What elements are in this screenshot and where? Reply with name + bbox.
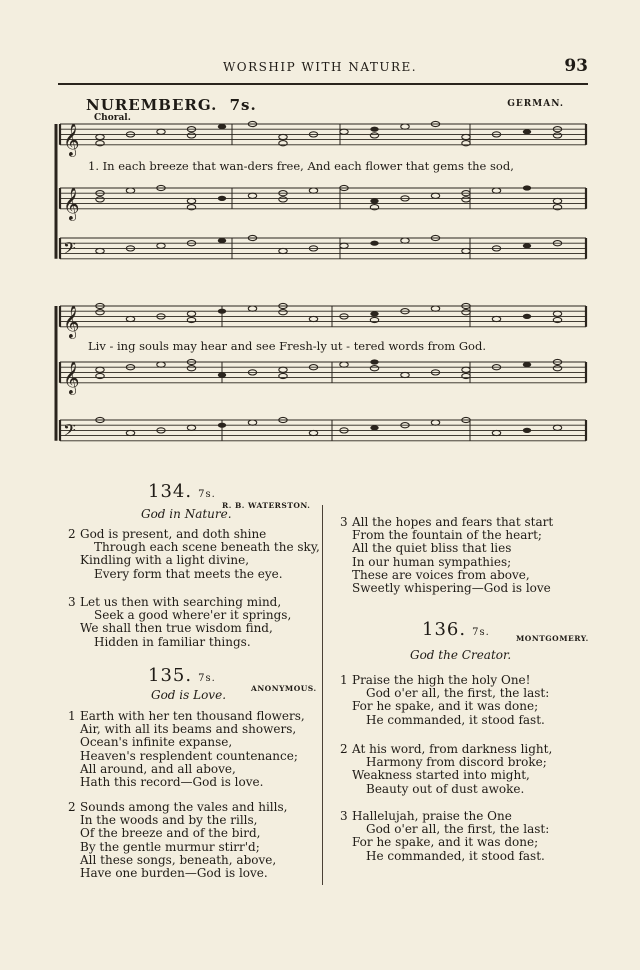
column-divider — [322, 505, 323, 885]
verse-number: 1 — [340, 673, 348, 687]
hymn-135-verse-2 — [68, 800, 288, 881]
verse-line: Of the breeze and of the bird, — [80, 826, 261, 841]
hymn-number: 135. — [148, 665, 193, 686]
svg-text:𝄢: 𝄢 — [63, 419, 76, 444]
verse-line: In our human sympathies; — [352, 554, 512, 569]
running-title: WORSHIP WITH NATURE. — [222, 60, 418, 74]
verse-line: God is present, and doth shine — [80, 527, 267, 541]
hymn-134-heading — [148, 481, 216, 502]
hymn-subtitle: God in Nature. — [141, 507, 232, 521]
verse-line: Beauty out of dust awoke. — [366, 781, 525, 796]
verse-line: God o'er all, the first, the last: — [366, 822, 550, 837]
verse-line: All the quiet bliss that lies — [352, 541, 512, 556]
hymn-author: MONTGOMERY. — [516, 634, 589, 643]
verse-number: 2 — [340, 742, 348, 756]
verse-line: Hidden in familiar things. — [94, 634, 251, 649]
hymn-meter: 7s. — [198, 673, 216, 684]
svg-text:𝄞: 𝄞 — [63, 186, 80, 220]
hymn-135-verse-1 — [68, 709, 305, 790]
verse-line: From the fountain of the heart; — [352, 528, 542, 543]
verse-line: At his word, from darkness light, — [352, 742, 553, 756]
svg-text:𝄞: 𝄞 — [63, 360, 80, 394]
verse-line: By the gentle murmur stirr'd; — [80, 839, 260, 854]
verse-line: God o'er all, the first, the last: — [366, 686, 550, 701]
verse-number: 3 — [68, 595, 76, 609]
hymn-134-verse-3 — [68, 595, 292, 649]
lyrics-line-1: 1. In each breeze that wan-ders free, And each flower that gems the sod, — [88, 159, 514, 173]
verse-line: Sweetly whispering—God is love — [352, 581, 551, 596]
hymn-subtitle: God the Creator. — [410, 648, 512, 662]
verse-line: Harmony from discord broke; — [366, 755, 547, 770]
verse-number: 1 — [68, 709, 76, 723]
verse-line: Earth with her ten thousand flowers, — [80, 709, 305, 723]
tempo-marking: Choral. — [94, 113, 131, 123]
verse-line: Heaven's resplendent countenance; — [80, 748, 298, 763]
hymn-author: R. B. WATERSTON. — [222, 501, 311, 510]
hymn-136-verse-1 — [340, 673, 550, 727]
verse-line: In the woods and by the rills, — [80, 813, 258, 828]
verse-line: All these songs, beneath, above, — [80, 852, 277, 867]
svg-text:𝄞: 𝄞 — [63, 122, 80, 156]
verse-line: Let us then with searching mind, — [80, 595, 282, 609]
verse-line: Praise the high the holy One! — [352, 673, 531, 687]
verse-line: We shall then true wisdom find, — [80, 621, 273, 636]
hymn-author: ANONYMOUS. — [251, 684, 317, 693]
hymn-meter: 7s. — [198, 489, 216, 500]
verse-line: Hallelujah, praise the One — [352, 809, 512, 823]
verse-line: For he spake, and it was done; — [352, 699, 539, 714]
music-score — [0, 0, 640, 460]
svg-text:𝄞: 𝄞 — [63, 304, 80, 338]
hymn-135-verse-3 — [340, 515, 554, 596]
verse-line: Air, with all its beams and showers, — [80, 722, 297, 737]
verse-line: These are voices from above, — [352, 567, 530, 582]
verse-line: Seek a good where'er it springs, — [94, 608, 292, 623]
verse-line: Have one burden—God is love. — [80, 866, 268, 881]
verse-line: He commanded, it stood fast. — [366, 848, 545, 863]
verse-line: Kindling with a light divine, — [80, 553, 250, 568]
hymn-number: 136. — [422, 619, 467, 640]
hymn-meter: 7s. — [472, 627, 490, 638]
verse-number: 3 — [340, 809, 348, 823]
lyrics-line-2: Liv - ing souls may hear and see Fresh-ly ut - tered words from God. — [88, 339, 486, 353]
hymn-number: 134. — [148, 481, 193, 502]
verse-line: Every form that meets the eye. — [94, 566, 283, 581]
svg-text:𝄢: 𝄢 — [63, 237, 76, 262]
hymn-135-heading — [148, 665, 216, 686]
verse-line: All around, and all above, — [80, 761, 236, 776]
tune-attribution: GERMAN. — [507, 99, 564, 109]
verse-line: For he spake, and it was done; — [352, 835, 539, 850]
verse-line: All the hopes and fears that start — [352, 515, 554, 529]
tune-name: NUREMBERG. — [86, 96, 218, 114]
verse-number: 2 — [68, 800, 76, 814]
verse-line: Sounds among the vales and hills, — [80, 800, 288, 814]
page-number: 93 — [564, 56, 588, 76]
verse-line: Through each scene beneath the sky, — [94, 540, 320, 555]
hymn-134-verse-2 — [68, 527, 320, 581]
hymn-136-verse-3 — [340, 809, 550, 863]
verse-line: Weakness started into might, — [352, 768, 530, 783]
verse-line: Hath this record—God is love. — [80, 775, 264, 790]
hymn-136-heading — [422, 619, 490, 640]
hymn-136-verse-2 — [340, 742, 553, 796]
tune-meter: 7s. — [229, 96, 257, 114]
verse-line: Ocean's infinite expanse, — [80, 735, 233, 750]
verse-number: 3 — [340, 515, 348, 529]
verse-number: 2 — [68, 527, 76, 541]
verse-line: He commanded, it stood fast. — [366, 712, 545, 727]
hymn-subtitle: God is Love. — [151, 688, 227, 702]
